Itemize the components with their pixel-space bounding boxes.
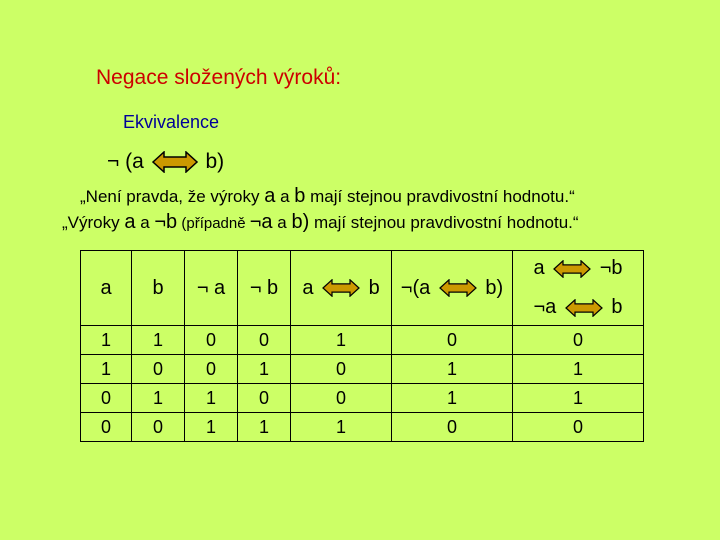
header-not-a: ¬ a xyxy=(185,251,238,326)
truth-table-header-row xyxy=(81,251,644,326)
header-equivalence-negations xyxy=(513,251,644,326)
expr-neg: ¬ xyxy=(107,150,120,173)
table-cell: 0 xyxy=(513,413,644,442)
double-arrow-icon xyxy=(564,299,604,317)
header-last-top-left: a xyxy=(533,257,545,279)
line2-mid2: a xyxy=(272,213,292,232)
table-cell: 0 xyxy=(291,355,392,384)
table-cell: 1 xyxy=(185,384,238,413)
header-a: a xyxy=(81,251,132,326)
truth-table xyxy=(80,250,644,442)
table-cell: 0 xyxy=(238,384,291,413)
line1-a: a xyxy=(264,185,276,207)
table-cell: 1 xyxy=(238,413,291,442)
header-neg-equiv-right: b) xyxy=(485,276,504,299)
table-row xyxy=(81,413,644,442)
line1-mid: a xyxy=(275,187,295,206)
header-last-bottom-left: ¬a xyxy=(533,296,557,318)
table-cell: 1 xyxy=(81,355,132,384)
double-arrow-icon xyxy=(321,279,361,297)
line2-post: mají stejnou pravdivostní hodnotu.“ xyxy=(309,213,579,232)
table-cell: 0 xyxy=(291,384,392,413)
line2-a: a xyxy=(124,211,136,233)
expr-open: (a xyxy=(125,150,144,173)
table-cell: 0 xyxy=(132,355,185,384)
header-equivalence xyxy=(291,251,392,326)
table-cell: 0 xyxy=(513,326,644,355)
table-cell: 0 xyxy=(392,326,513,355)
header-neg-equiv-left: ¬(a xyxy=(400,276,431,299)
line2-b: b) xyxy=(291,211,310,233)
double-arrow-icon xyxy=(438,279,478,297)
table-cell: 1 xyxy=(238,355,291,384)
table-cell: 0 xyxy=(185,326,238,355)
header-last-top-right: ¬b xyxy=(599,257,623,279)
table-cell: 0 xyxy=(81,413,132,442)
table-cell: 1 xyxy=(132,326,185,355)
page-title: Negace složených výroků: xyxy=(96,66,342,89)
expression-negated-equivalence xyxy=(107,150,224,174)
double-arrow-icon xyxy=(552,260,592,278)
header-equiv-left: a xyxy=(302,276,314,299)
header-not-b: ¬ b xyxy=(238,251,291,326)
header-b: b xyxy=(132,251,185,326)
header-last-bottom xyxy=(533,296,622,319)
table-cell: 1 xyxy=(132,384,185,413)
line2-pre: „Výroky xyxy=(62,213,125,232)
header-last-top xyxy=(533,257,622,280)
table-cell: 0 xyxy=(238,326,291,355)
header-last-bottom-right: b xyxy=(611,296,623,318)
line2-mid: a xyxy=(135,213,155,232)
table-cell: 0 xyxy=(81,384,132,413)
table-cell: 1 xyxy=(392,384,513,413)
table-cell: 1 xyxy=(291,413,392,442)
statement-line-2 xyxy=(62,211,579,234)
table-cell: 1 xyxy=(513,355,644,384)
table-row xyxy=(81,355,644,384)
line2-not-a: ¬a xyxy=(249,211,273,233)
line2-paren: (případně xyxy=(177,215,250,232)
table-cell: 0 xyxy=(392,413,513,442)
table-row xyxy=(81,384,644,413)
line1-pre: „Není pravda, že výroky xyxy=(80,187,265,206)
table-cell: 1 xyxy=(81,326,132,355)
header-equiv-right: b xyxy=(368,276,380,299)
header-neg-equivalence xyxy=(392,251,513,326)
table-cell: 1 xyxy=(513,384,644,413)
table-cell: 1 xyxy=(291,326,392,355)
table-cell: 1 xyxy=(392,355,513,384)
line2-not-b: ¬b xyxy=(154,211,178,233)
statement-line-1 xyxy=(80,185,575,208)
line1-post: mají stejnou pravdivostní hodnotu.“ xyxy=(305,187,575,206)
table-cell: 0 xyxy=(132,413,185,442)
table-cell: 1 xyxy=(185,413,238,442)
double-arrow-icon xyxy=(152,151,198,173)
line1-b: b xyxy=(294,185,306,207)
expr-close: b) xyxy=(205,150,225,173)
table-cell: 0 xyxy=(185,355,238,384)
section-subtitle: Ekvivalence xyxy=(123,112,220,132)
table-row xyxy=(81,326,644,355)
